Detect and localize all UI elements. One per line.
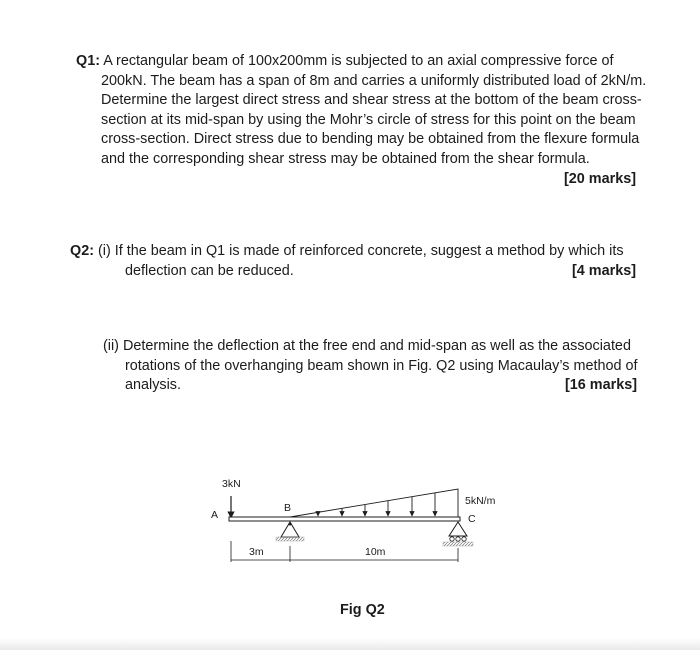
distributed-load-arrows xyxy=(318,493,435,516)
page-bottom-edge xyxy=(0,638,700,650)
q2-part-ii-text: analysis. xyxy=(125,377,181,394)
q1-number: Q1: xyxy=(76,53,100,69)
q2ii-line-1: (ii) Determine the deflection at the free end and mid-span as well as the associated xyxy=(103,338,631,354)
q1-line-6: and the corresponding shear stress may be obtained from the shear formula. xyxy=(101,150,590,167)
label-c: C xyxy=(468,513,476,525)
label-a: A xyxy=(211,509,219,521)
q2-part-ii-marks: [16 marks] xyxy=(565,377,637,394)
distributed-load-label: 5kN/m xyxy=(465,495,496,507)
q1-line-1: Q1: A rectangular beam of 100x200mm is subjected to an axial compressive force of xyxy=(76,53,614,69)
q2ii-line-2: rotations of the overhanging beam shown in Fig. Q2 using Macaulay’s method of xyxy=(125,357,638,374)
beam xyxy=(229,517,460,521)
label-b: B xyxy=(284,502,292,514)
dimension-lines xyxy=(231,541,458,562)
q1-line-5: cross-section. Direct stress due to bending may be obtained from the flexure formula xyxy=(101,131,640,148)
q1-line-3: Determine the largest direct stress and shear stress at the bottom of the beam cross- xyxy=(101,92,642,109)
point-load-label: 3kN xyxy=(222,478,241,490)
dimension-bc: 10m xyxy=(365,546,386,558)
q1-marks: [20 marks] xyxy=(564,170,636,187)
figure-caption: Fig Q2 xyxy=(340,602,385,618)
q2-part-i-marks: [4 marks] xyxy=(572,262,636,279)
distributed-load-outline xyxy=(290,489,458,517)
q2-number: Q2: xyxy=(70,243,94,259)
pin-support-b xyxy=(276,522,304,541)
dimension-ab: 3m xyxy=(249,546,264,558)
q2-line-1: Q2: (i) If the beam in Q1 is made of reinforced concrete, suggest a method by which its xyxy=(70,243,624,259)
q2-part-i-text: deflection can be reduced. xyxy=(125,262,294,279)
q1-line-4: section at its mid-span by using the Mohr’s circle of stress for this point on the beam xyxy=(101,111,636,128)
q1-line-2: 200kN. The beam has a span of 8m and carries a uniformly distributed load of 2kN/m. xyxy=(101,72,647,89)
roller-support-c xyxy=(443,522,473,546)
